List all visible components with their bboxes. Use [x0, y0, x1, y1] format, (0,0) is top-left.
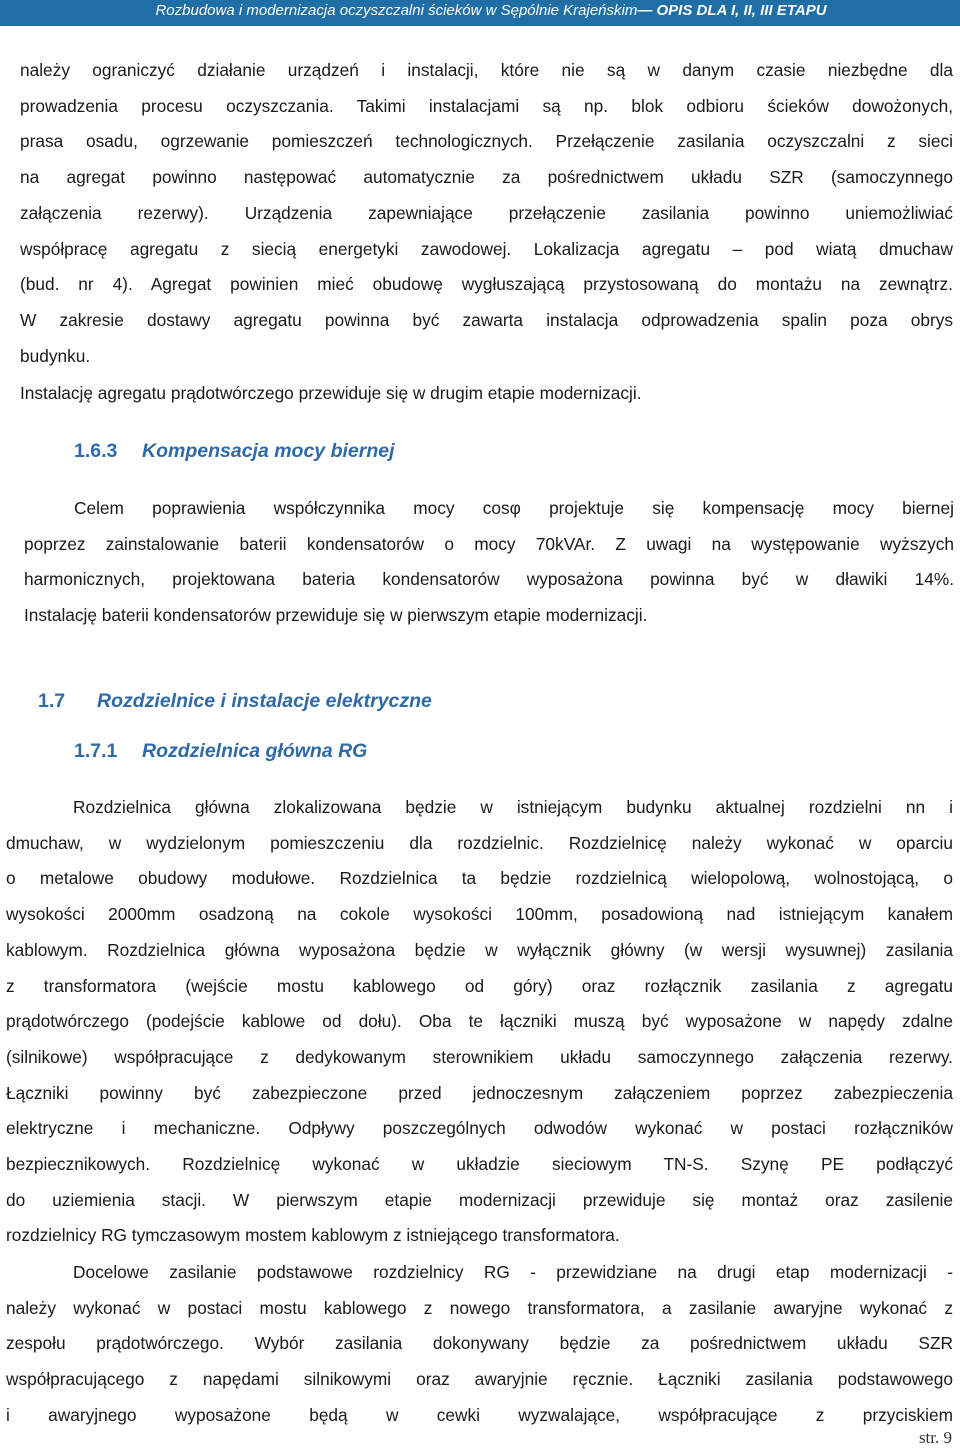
heading-1-7-1: [74, 738, 367, 764]
text-line: zespołu prądotwórczego. Wybór zasilania dokonywany będzie za pośrednictwem układu SZR: [6, 1333, 953, 1354]
text-line: rozdzielnicy RG tymczasowym mostem kablowym z istniejącego transformatora.: [6, 1225, 620, 1246]
text-line: Łączniki powinny być zabezpieczone przed jednoczesnym załączeniem poprzez zabezpieczenia: [6, 1082, 953, 1103]
text-line: na agregat powinno następować automatycznie za pośrednictwem układu SZR (samoczynnego: [20, 167, 953, 188]
text-line: budynku.: [20, 345, 91, 366]
heading-number: 1.6.3: [74, 440, 118, 462]
paragraph-generator-stage: [20, 376, 780, 412]
header-section-title: — OPIS DLA I, II, III ETAPU: [637, 2, 827, 19]
text-line: prądotwórczego (podejście kablowe od dołu). Oba te łączniki muszą być wyposażone w napędy zdalne: [6, 1011, 953, 1032]
text-line: bezpiecznikowych. Rozdzielnicę wykonać w układzie sieciowym TN-S. Szynę PE podłączyć: [6, 1154, 953, 1175]
heading-1-6-3: [74, 438, 395, 464]
text-line: z transformatora (wejście mostu kablowego od góry) oraz rozłącznik zasilania z agregatu: [6, 975, 953, 996]
text-line: Rozdzielnica główna zlokalizowana będzie w istniejącym budynku aktualnej rozdzielni nn i: [73, 797, 953, 817]
heading-title: Rozdzielnice i instalacje elektryczne: [97, 690, 432, 712]
paragraph-target-supply: [6, 1255, 953, 1434]
page-number: str. 9: [918, 1428, 952, 1447]
text-line: współpracę agregatu z siecią energetyki zawodowej. Lokalizacja agregatu – pod wiatą dmuchaw: [20, 238, 953, 259]
text-line: prowadzenia procesu oczyszczania. Takimi instalacjami są np. blok odbioru ścieków dowożonych,: [20, 95, 953, 116]
text-line: W zakresie dostawy agregatu powinna być zawarta instalacja odprowadzenia spalin poza obrys: [20, 309, 953, 330]
paragraph-main-switchboard: [6, 790, 953, 1254]
text-line: kablowym. Rozdzielnica główna wyposażona będzie w wyłącznik główny (w wersji wysuwnej) zasilania: [6, 939, 953, 960]
text-line: Instalację agregatu prądotwórczego przewiduje się w drugim etapie modernizacji.: [20, 383, 642, 403]
heading-number: 1.7.1: [74, 740, 118, 762]
header-rule: [0, 22, 960, 26]
text-line: do uziemienia stacji. W pierwszym etapie modernizacji przewiduje się montaż oraz zasilenie: [6, 1189, 953, 1210]
heading-title: Kompensacja mocy biernej: [142, 440, 395, 462]
heading-title: Rozdzielnica główna RG: [142, 740, 368, 762]
text-line: wysokości 2000mm osadzoną na cokole wysokości 100mm, posadowioną nad istniejącym kanałem: [6, 904, 953, 925]
text-line: i awaryjnego wyposażone będą w cewki wyzwalające, współpracujące z przyciskiem: [6, 1404, 953, 1425]
header-project-title: Rozbudowa i modernizacja oczyszczalni ścieków w Sępólnie Krajeńskim: [155, 2, 638, 19]
text-line: (bud. nr 4). Agregat powinien mieć obudowę wygłuszającą przystosowaną do montażu na zewnątrz.: [20, 274, 953, 295]
text-line: (silnikowe) współpracujące z dedykowanym sterownikiem układu samoczynnego załączenia rezerwy.: [6, 1046, 953, 1067]
heading-1-7: [38, 688, 432, 714]
text-line: Celem poprawienia współczynnika mocy cosφ projektuje się kompensację mocy biernej: [74, 498, 954, 518]
text-line: harmonicznych, projektowana bateria kondensatorów wyposażona powinna być w dławiki 14%.: [24, 569, 954, 590]
heading-number: 1.7: [38, 690, 66, 712]
text-line: elektryczne i mechaniczne. Odpływy poszczególnych odwodów wykonać w postaci rozłączników: [6, 1118, 953, 1139]
text-line: poprzez zainstalowanie baterii kondensatorów o mocy 70kVAr. Z uwagi na występowanie wyższych: [24, 533, 954, 554]
document-header: [0, 0, 960, 22]
text-line: o metalowe obudowy modułowe. Rozdzielnica ta będzie rozdzielnicą wielopolową, wolnostojącą, o: [6, 868, 953, 889]
paragraph-energy-saving: [20, 53, 953, 374]
paragraph-compensation: [24, 491, 954, 634]
text-line: Docelowe zasilanie podstawowe rozdzielnicy RG - przewidziane na drugi etap modernizacji -: [73, 1262, 953, 1282]
text-line: prasa osadu, ogrzewanie pomieszczeń technologicznych. Przełączenie zasilania oczyszczalni z sieci: [20, 131, 953, 152]
text-line: dmuchaw, w wydzielonym pomieszczeniu dla rozdzielnic. Rozdzielnicę należy wykonać w oparciu: [6, 832, 953, 853]
text-line: należy ograniczyć działanie urządzeń i instalacji, które nie są w danym czasie niezbędne dla: [20, 60, 953, 80]
text-line: współpracującego z napędami silnikowymi oraz awaryjnie ręcznie. Łączniki zasilania podstawowego: [6, 1369, 953, 1390]
text-line: należy wykonać w postaci mostu kablowego z nowego transformatora, a zasilanie awaryjne wykonać z: [6, 1297, 953, 1318]
text-line: Instalację baterii kondensatorów przewiduje się w pierwszym etapie modernizacji.: [24, 605, 648, 626]
text-line: załączenia rezerwy). Urządzenia zapewniające przełączenie zasilania powinno uniemożliwiać: [20, 202, 953, 223]
